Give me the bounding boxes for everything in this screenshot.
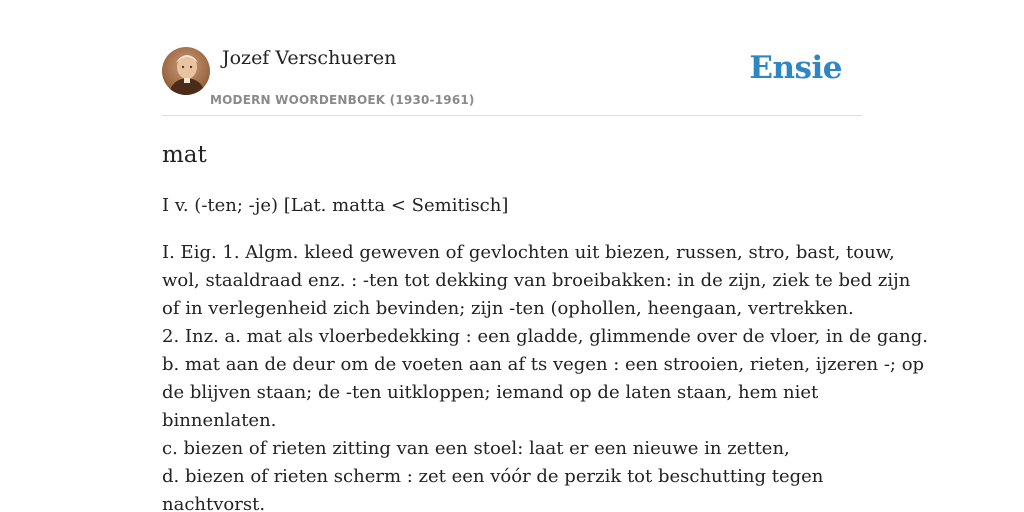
definition-line: binnenlaten. — [162, 410, 277, 431]
definition-line: nachtvorst. — [162, 494, 266, 512]
definition-line: 2. Inz. a. mat als vloerbedekking : een gladde, glimmende over de vloer, in de gang. — [162, 326, 928, 347]
header-divider — [162, 115, 862, 116]
definition-line: c. biezen of rieten zitting van een stoel: laat er een nieuwe in zetten, — [162, 438, 790, 459]
headword: mat — [162, 142, 207, 168]
definition-line: I. Eig. 1. Algm. kleed geweven of gevlochten uit biezen, russen, stro, bast, touw, — [162, 242, 895, 263]
definition-text — [162, 239, 928, 512]
definition-line: b. mat aan de deur om de voeten aan af ts vegen : een strooien, rieten, ijzeren -; op — [162, 354, 925, 375]
grammar-info: I v. (-ten; -je) [Lat. matta < Semitisch] — [162, 195, 509, 216]
author-name[interactable]: Jozef Verschueren — [222, 47, 397, 69]
definition-line: wol, staaldraad enz. : -ten tot dekking van broeibakken: in de zijn, ziek te bed zijn — [162, 270, 911, 291]
definition-line: de blijven staan; de -ten uitkloppen; iemand op de laten staan, hem niet — [162, 382, 819, 403]
entry-card — [162, 0, 928, 512]
ensie-logo[interactable]: Ensie — [749, 50, 842, 86]
author-avatar[interactable] — [162, 47, 210, 95]
dictionary-source[interactable]: MODERN WOORDENBOEK (1930-1961) — [210, 93, 475, 107]
definition-line: of in verlegenheid zich bevinden; zijn -ten (ophollen, heengaan, vertrekken. — [162, 298, 854, 319]
definition-line: d. biezen of rieten scherm : zet een vóór de perzik tot beschutting tegen — [162, 466, 824, 487]
